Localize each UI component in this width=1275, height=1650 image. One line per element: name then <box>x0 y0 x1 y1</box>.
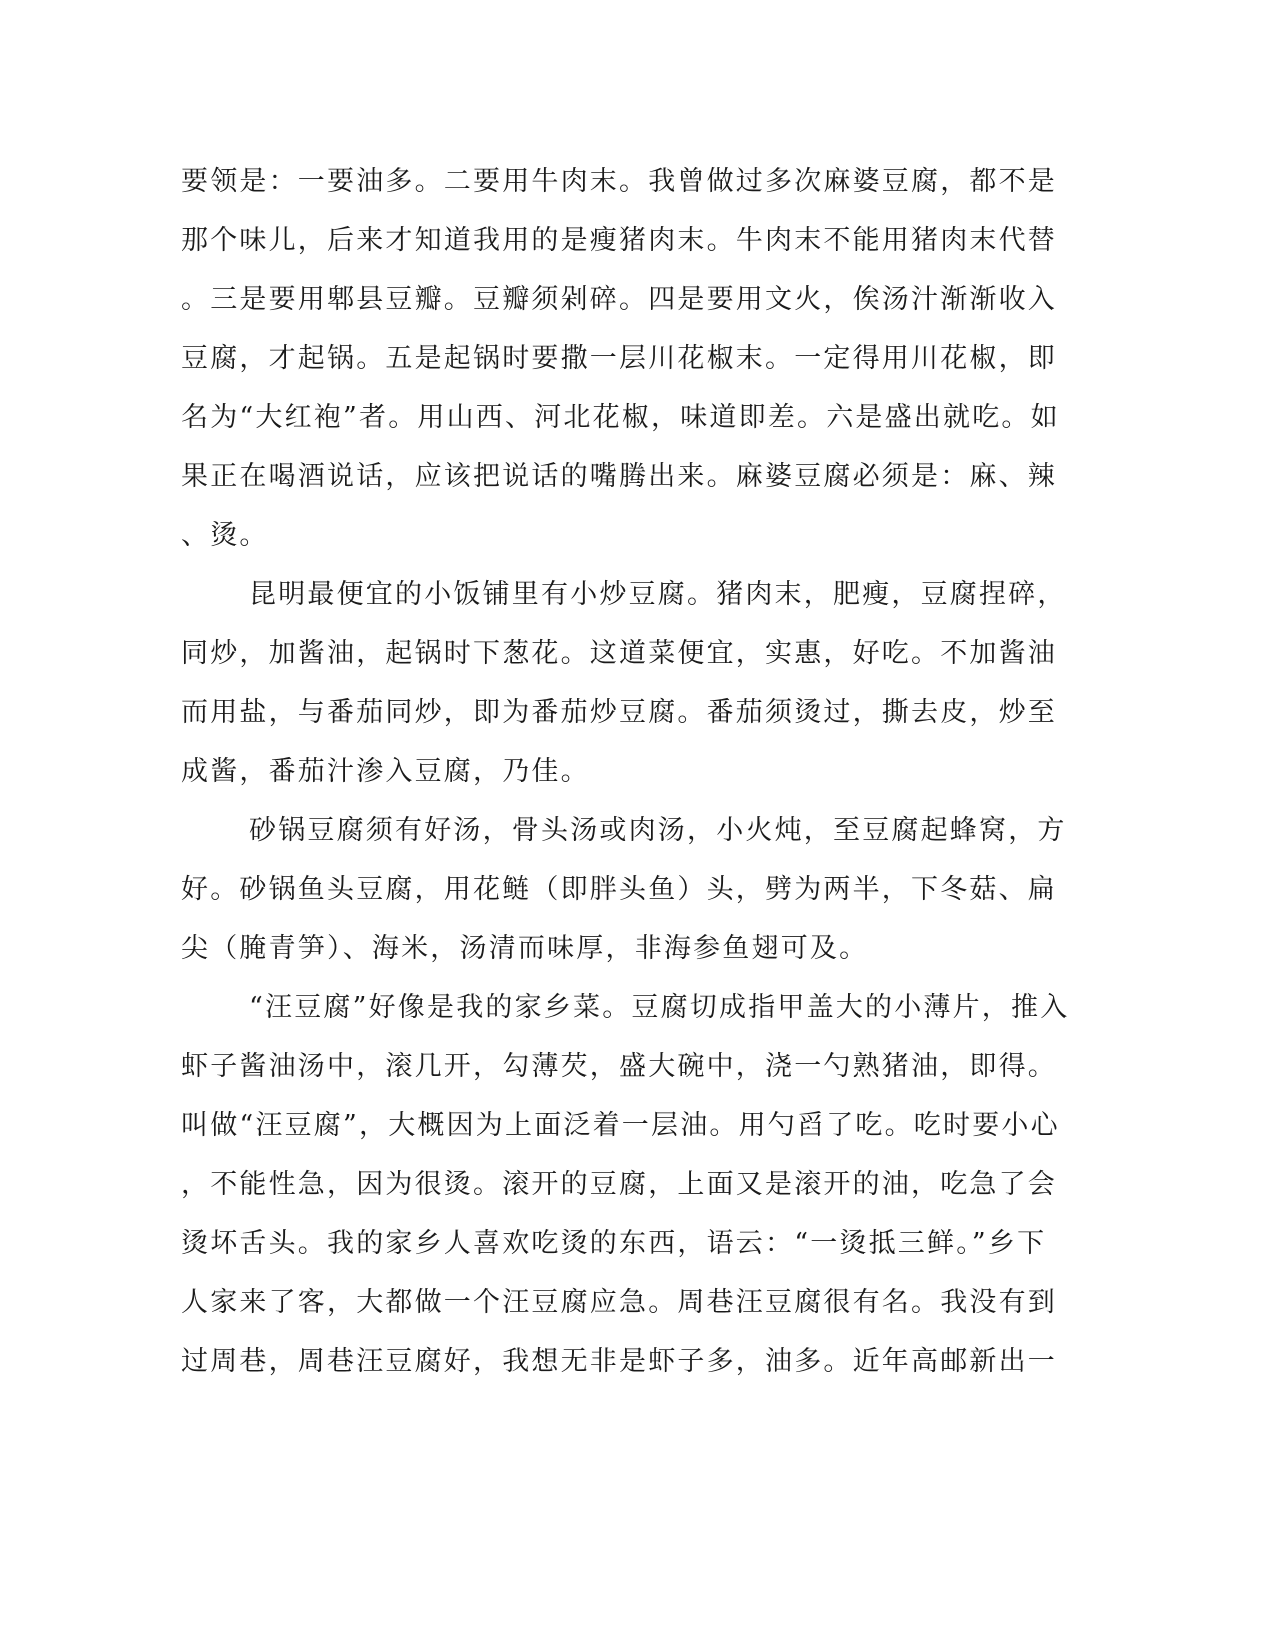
text-line: 、烫。 <box>181 520 269 551</box>
paragraph-start-line: 昆明最便宜的小饭铺里有小炒豆腐。猪肉末，肥瘦，豆腐捏碎， <box>249 579 1067 610</box>
text-line: 成酱，番茄汁渗入豆腐，乃佳。 <box>181 756 590 787</box>
text-line: 烫坏舌头。我的家乡人喜欢吃烫的东西，语云：“一烫抵三鲜。”乡下 <box>181 1228 1047 1259</box>
text-line: 尖（腌青笋）、海米，汤清而味厚，非海参鱼翅可及。 <box>181 933 869 964</box>
body-text <box>181 152 1070 1391</box>
text-line: 。三是要用郫县豆瓣。豆瓣须剁碎。四是要用文火，俟汤汁渐渐收入 <box>181 284 1057 315</box>
text-line: 同炒，加酱油，起锅时下葱花。这道菜便宜，实惠，好吃。不加酱油 <box>181 638 1057 669</box>
text-line: 那个味儿，后来才知道我用的是瘦猪肉末。牛肉末不能用猪肉末代替 <box>181 225 1057 256</box>
text-line: 而用盐，与番茄同炒，即为番茄炒豆腐。番茄须烫过，撕去皮，炒至 <box>181 697 1057 728</box>
text-line: 虾子酱油汤中，滚几开，勾薄芡，盛大碗中，浇一勺熟猪油，即得。 <box>181 1051 1057 1082</box>
text-line: 豆腐，才起锅。五是起锅时要撒一层川花椒末。一定得用川花椒，即 <box>181 343 1057 374</box>
text-line: 人家来了客，大都做一个汪豆腐应急。周巷汪豆腐很有名。我没有到 <box>181 1287 1057 1318</box>
paragraph-start-line: 砂锅豆腐须有好汤，骨头汤或肉汤，小火炖，至豆腐起蜂窝，方 <box>249 815 1067 846</box>
text-line: 果正在喝酒说话，应该把说话的嘴腾出来。麻婆豆腐必须是：麻、辣 <box>181 461 1057 492</box>
text-line: 叫做“汪豆腐”，大概因为上面泛着一层油。用勺舀了吃。吃时要小心 <box>181 1110 1060 1141</box>
paragraph-start-line: “汪豆腐”好像是我的家乡菜。豆腐切成指甲盖大的小薄片，推入 <box>249 992 1070 1023</box>
text-line: 名为“大红袍”者。用山西、河北花椒，味道即差。六是盛出就吃。如 <box>181 402 1060 433</box>
text-line: 好。砂锅鱼头豆腐，用花鲢（即胖头鱼）头，劈为两半，下冬菇、扁 <box>181 874 1057 905</box>
text-line: 过周巷，周巷汪豆腐好，我想无非是虾子多，油多。近年高邮新出一 <box>181 1346 1057 1377</box>
text-line: 要领是：一要油多。二要用牛肉末。我曾做过多次麻婆豆腐，都不是 <box>181 166 1057 197</box>
text-line: ，不能性急，因为很烫。滚开的豆腐，上面又是滚开的油，吃急了会 <box>181 1169 1057 1200</box>
